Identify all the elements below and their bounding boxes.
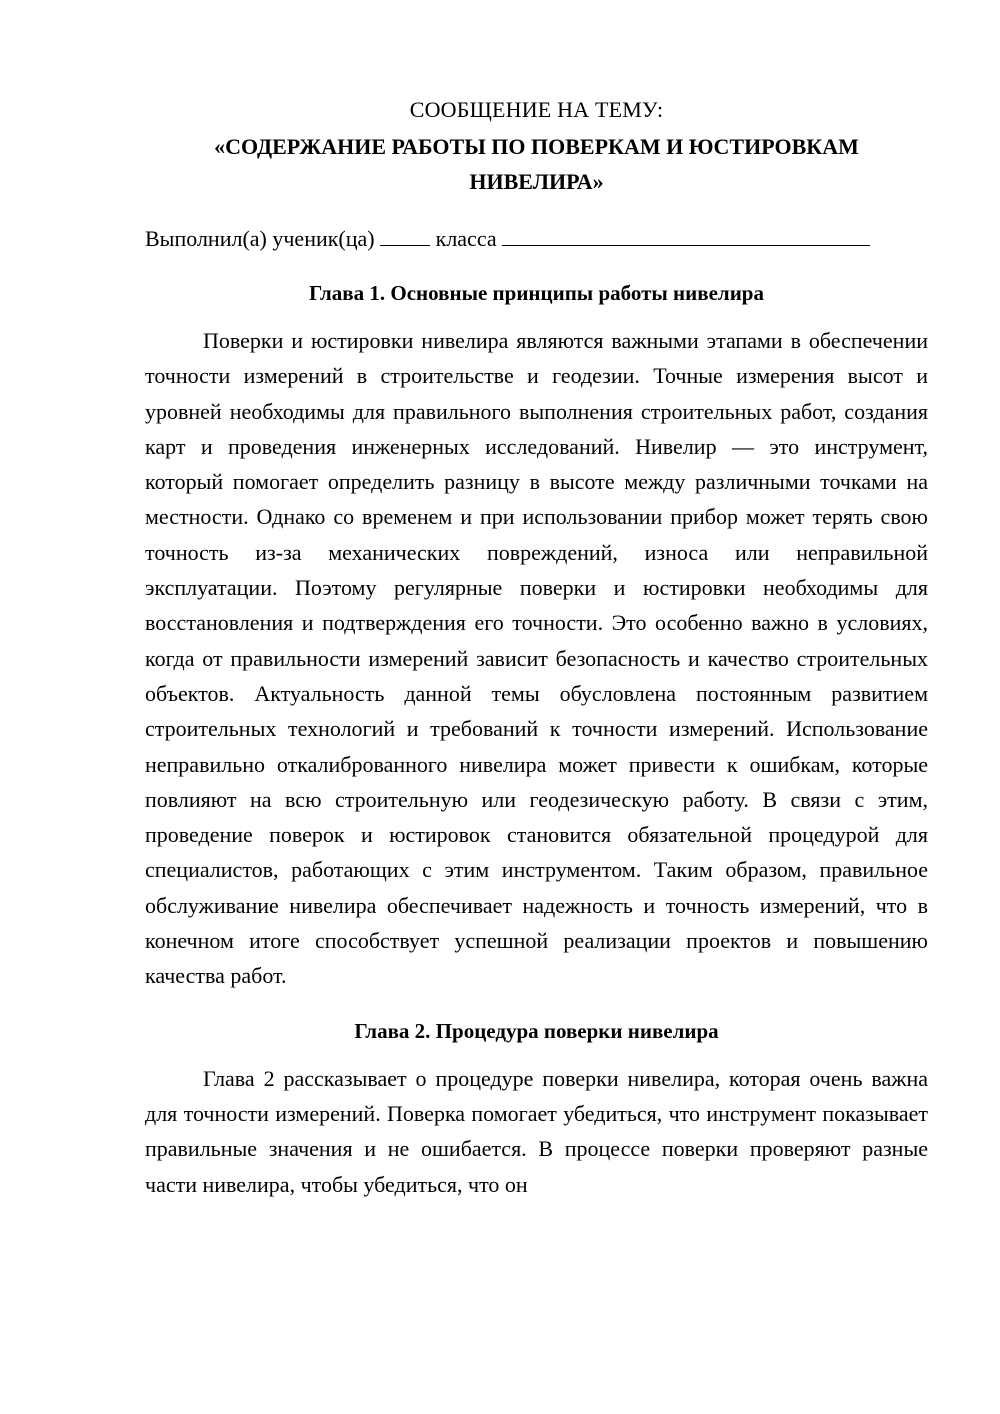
- chapter-1-paragraph: Поверки и юстировки нивелира являются важными этапами в обеспечении точности измерений в строительстве и геодезии. Точные измерения высот и уровней необходимы для правильного выполнения строительных работ, создания карт и проведения инженерных исследований. Нивелир — это инструмент, который помогает определить разницу в высоте между различными точками на местности. Однако со временем и при использовании прибор может терять свою точность из-за механических повреждений, износа или неправильной эксплуатации. Поэтому регулярные поверки и юстировки необходимы для восстановления и подтверждения его точности. Это особенно важно в условиях, когда от правильности измерений зависит безопасность и качество строительных объектов. Актуальность данной темы обусловлена постоянным развитием строительных технологий и требований к точности измерений. Использование неправильно откалиброванного нивелира может привести к ошибкам, которые повлияют на всю строительную или геодезическую работу. В связи с этим, проведение поверок и юстировок становится обязательной процедурой для специалистов, работающих с этим инструментом. Таким образом, правильное обслуживание нивелира обеспечивает надежность и точность измерений, что в конечном итоге способствует успешной реализации проектов и повышению качества работ.: [145, 328, 928, 989]
- author-prefix: Выполнил(а) ученик(ца): [145, 226, 375, 251]
- student-name-blank: [502, 223, 870, 246]
- class-number-blank: [380, 223, 430, 246]
- document-header: СООБЩЕНИЕ НА ТЕМУ:: [409, 97, 664, 122]
- chapter-2-paragraph: Глава 2 рассказывает о процедуре поверки нивелира, которая очень важна для точности измерений. Поверка помогает убедиться, что инструмент показывает правильные значения и не ошибается. В процессе поверки проверяют разные части нивелира, чтобы убедиться, что он: [145, 1065, 928, 1197]
- class-label: класса: [435, 226, 497, 251]
- document-title: «СОДЕРЖАНИЕ РАБОТЫ ПО ПОВЕРКАМ И ЮСТИРОВКАМ НИВЕЛИРА»: [214, 134, 859, 194]
- chapter-1-title: Глава 1. Основные принципы работы нивелира: [309, 281, 764, 305]
- document-content: [145, 92, 928, 1202]
- author-line: [145, 221, 928, 256]
- chapter-2-title: Глава 2. Процедура поверки нивелира: [354, 1018, 719, 1043]
